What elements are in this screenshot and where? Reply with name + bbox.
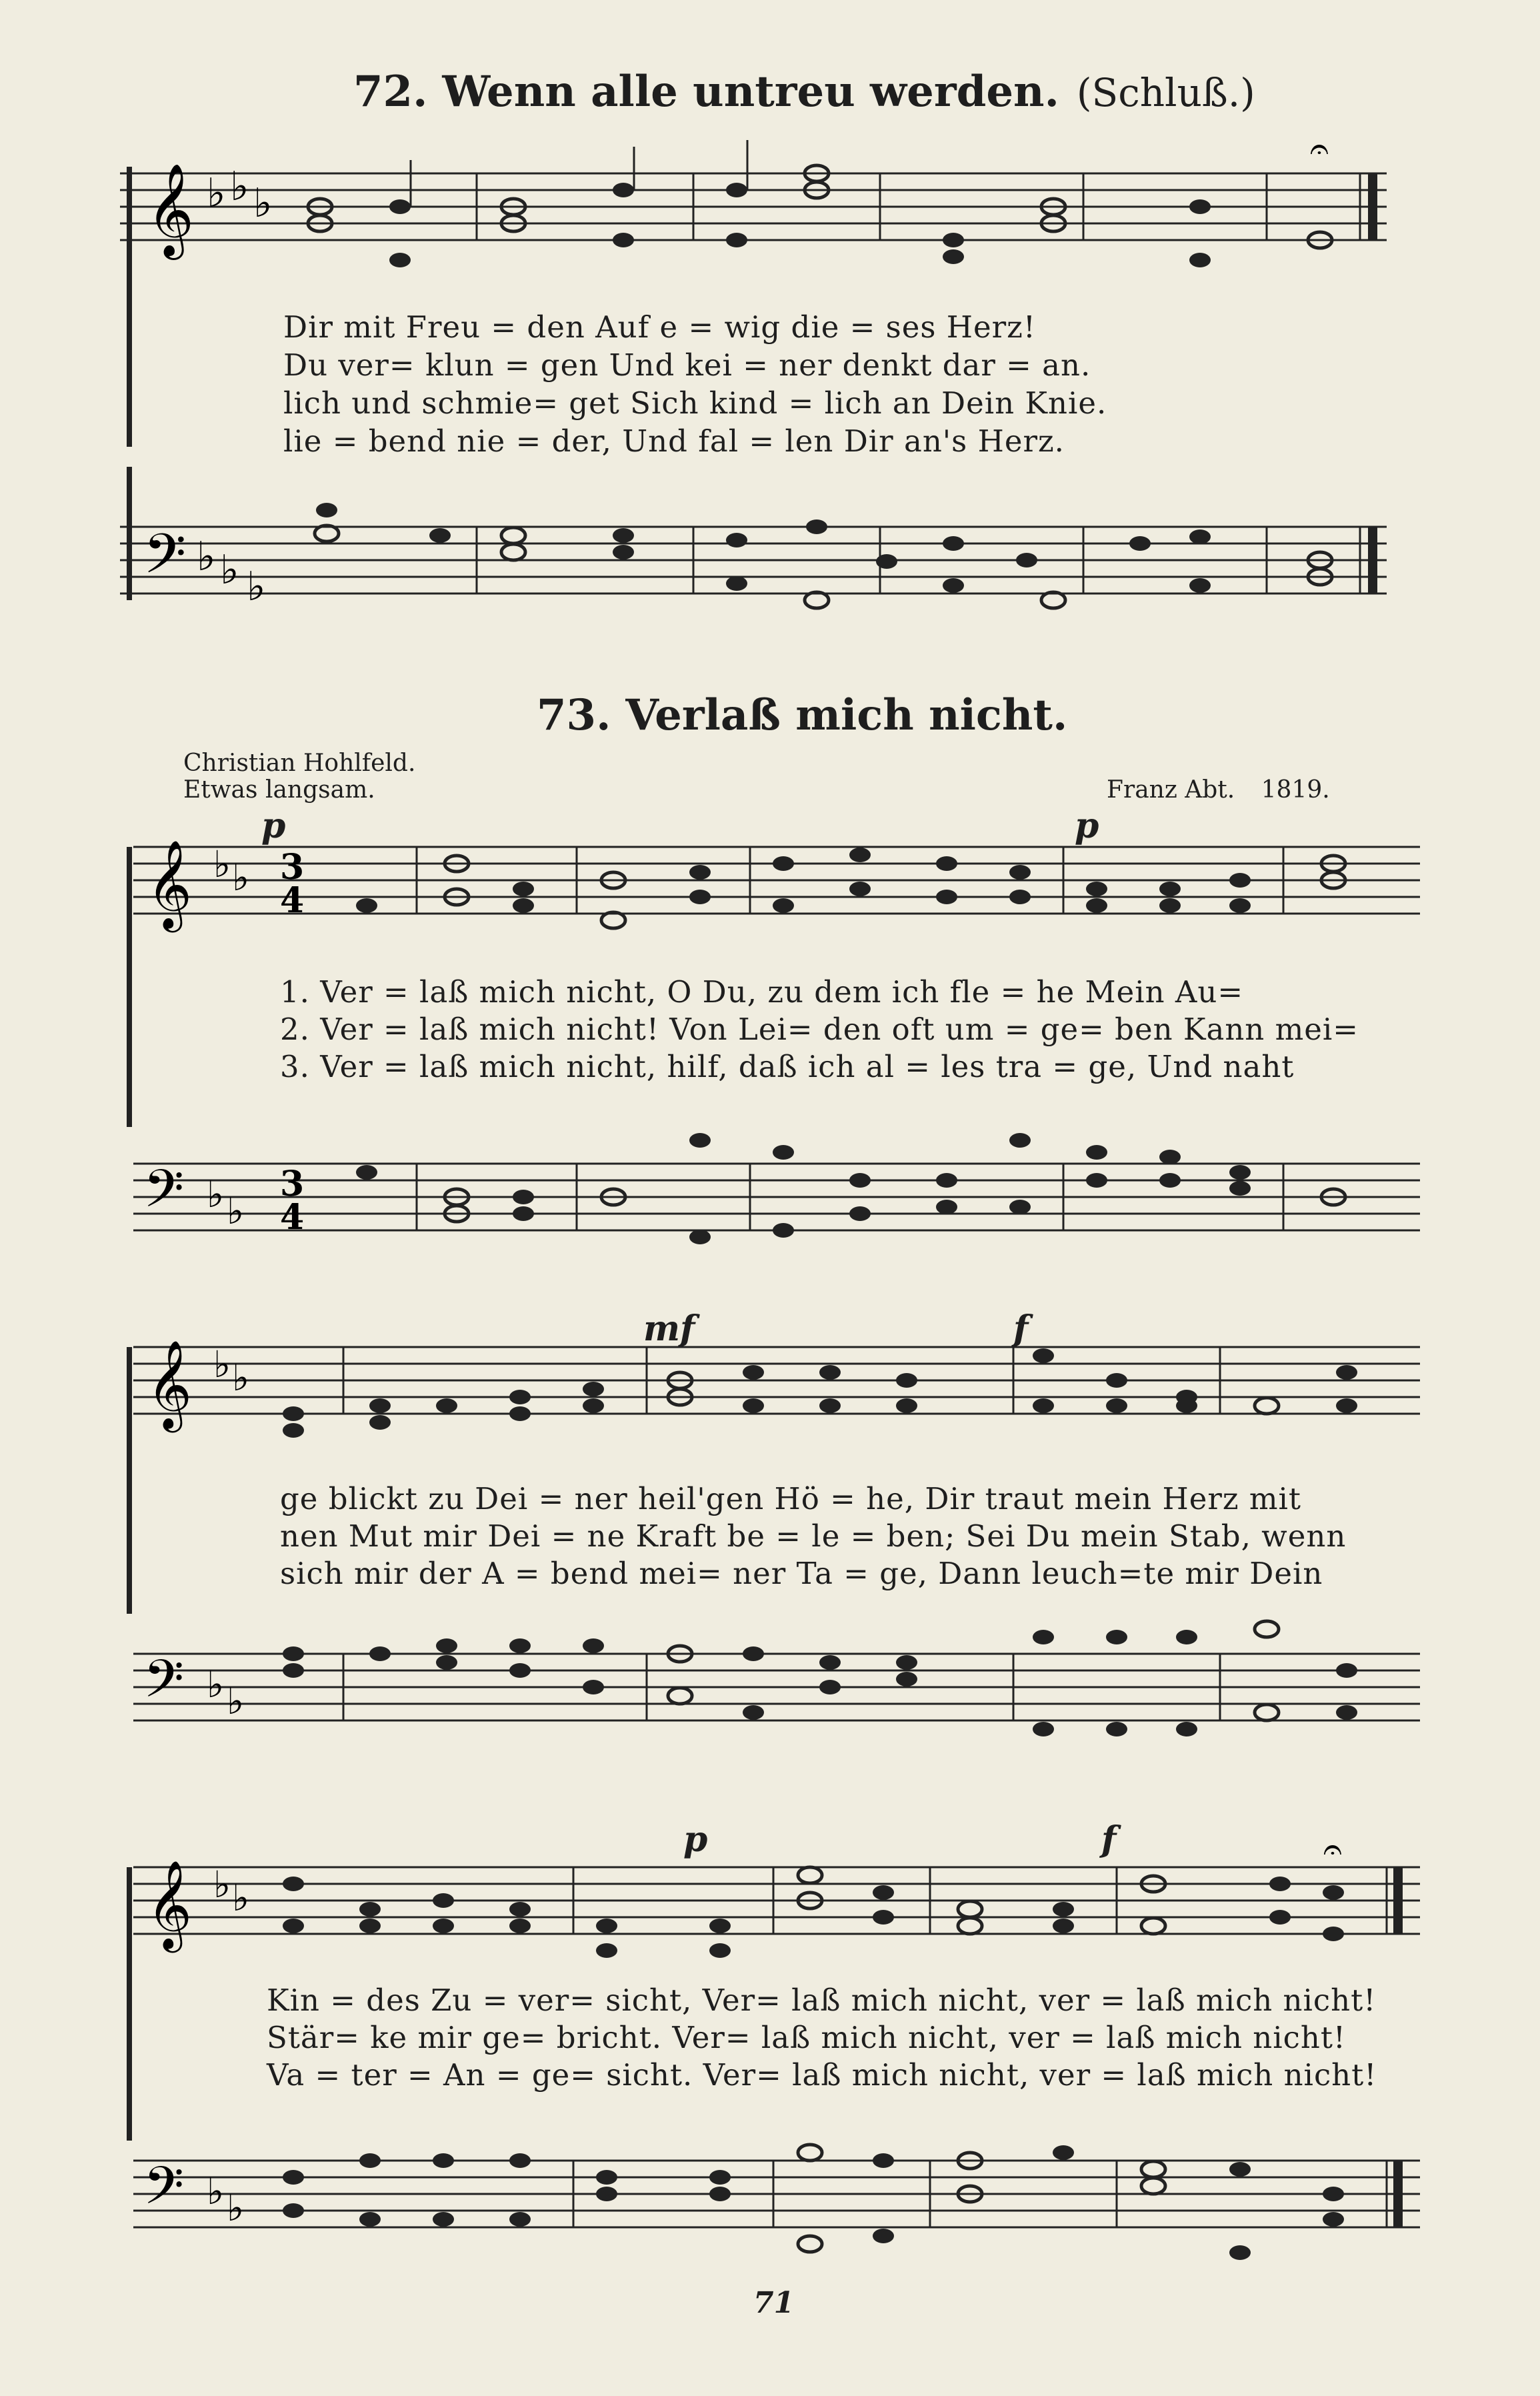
treble-clef-icon: 𝄞 [147, 163, 194, 256]
hymn-73-system-2-lyrics [280, 1480, 1346, 1592]
dynamic-f-2: f [1101, 1819, 1117, 1860]
hymn-73-system-3-bass [133, 2101, 1427, 2274]
time-signature-top: 3 [280, 847, 305, 888]
bass-clef-icon: 𝄢 [143, 2156, 185, 2229]
hymn-73-system-1-treble [133, 820, 1427, 954]
svg-text:♭: ♭ [197, 533, 216, 580]
bass-clef-icon: 𝄢 [143, 1649, 185, 1722]
system-1-lyric-line-3: 3. Ver = laß mich nicht, hilf, daß ich al = les tra = ge, Und naht [280, 1049, 1295, 1084]
hymn-73-system-1-lyrics [280, 974, 1359, 1086]
system-2-lyric-line-2: nen Mut mir Dei = ne Kraft be = le = ben; Sei Du mein Stab, wenn [280, 1518, 1347, 1554]
svg-text:♭: ♭ [253, 180, 273, 227]
system-2-lyric-line-3: sich mir der A = bend mei= ner Ta = ge, Dann leuch=te mir Dein [280, 1556, 1323, 1591]
hymn-73-year: 1819. [1261, 776, 1330, 804]
svg-text:♭: ♭ [227, 1190, 244, 1232]
system-3-lyric-line-3: Va = ter = An = ge= sicht. Ver= laß mich nicht, ver = laß mich nicht! [267, 2057, 1377, 2093]
svg-text:♭: ♭ [213, 843, 231, 886]
svg-text:♭: ♭ [232, 1356, 249, 1399]
svg-text:♭: ♭ [227, 1680, 244, 1722]
svg-text:♭: ♭ [213, 1343, 231, 1386]
hymn-72-lyric-line-4: lie = bend nie = der, Und fal = len Dir an's Herz. [283, 423, 1065, 459]
hymn-72-lyric-line-3: lich und schmie= get Sich kind = lich an Dein Knie. [283, 385, 1107, 421]
hymn-73-number: 73. [537, 690, 611, 740]
hymn-73-title [537, 690, 1067, 740]
svg-text:♭: ♭ [227, 2187, 244, 2229]
svg-text:♭: ♭ [207, 1173, 224, 1216]
system-1-lyric-line-2: 2. Ver = laß mich nicht! Von Lei= den oft um = ge= ben Kann mei= [280, 1012, 1359, 1047]
dynamic-p-3: p [683, 1819, 708, 1860]
svg-text:𝄐: 𝄐 [1323, 1830, 1342, 1869]
system-3-lyric-line-1: Kin = des Zu = ver= sicht, Ver= laß mich nicht, ver = laß mich nicht! [267, 1983, 1377, 2018]
bass-clef-icon: 𝄢 [143, 1159, 185, 1232]
system-2-lyric-line-1: ge blickt zu Dei = ner heil'gen Hö = he, Dir traut mein Herz mit [280, 1481, 1301, 1516]
svg-text:𝄐: 𝄐 [1310, 129, 1329, 168]
hymn-73-system-1-bass [133, 1100, 1427, 1260]
system-3-lyric-line-2: Stär= ke mir ge= bricht. Ver= laß mich nicht, ver = laß mich nicht! [267, 2020, 1347, 2055]
hymn-72-subtitle: (Schluß.) [1076, 70, 1255, 115]
hymn-73-system-2-treble [133, 1327, 1427, 1460]
hymn-72-title [353, 67, 1255, 117]
bass-time-bottom: 4 [280, 1197, 305, 1238]
bass-time-top: 3 [280, 1164, 305, 1204]
hymn-73-system-3-lyrics [267, 1982, 1377, 2094]
hymn-73-composer: Franz Abt. [1107, 776, 1235, 804]
treble-clef-icon: 𝄞 [147, 1860, 192, 1949]
hymn-73-credits-right [1107, 777, 1330, 804]
svg-text:♭: ♭ [207, 170, 226, 217]
svg-text:♭: ♭ [207, 1663, 224, 1706]
time-signature-bottom: 4 [280, 880, 305, 921]
svg-text:♭: ♭ [232, 856, 249, 899]
hymn-72-number: 72. [353, 67, 428, 117]
hymn-72-name: Wenn alle untreu werden. [442, 67, 1059, 117]
hymn-73-tempo: Etwas langsam. [183, 776, 375, 804]
dynamic-mf: mf [643, 1308, 695, 1349]
hymn-72-bass-staff [120, 467, 1427, 640]
treble-clef-icon: 𝄞 [147, 840, 192, 929]
svg-text:♭: ♭ [247, 563, 266, 610]
dynamic-p-2: p [1075, 806, 1099, 846]
hymn-72-treble-staff [120, 129, 1427, 300]
svg-text:♭: ♭ [230, 163, 249, 210]
page-number: 71 [753, 2286, 795, 2320]
hymn-72-lyrics [283, 308, 1107, 460]
dynamic-p-1: p [261, 806, 286, 846]
system-1-lyric-line-1: 1. Ver = laß mich nicht, O Du, zu dem ich fle = he Mein Au= [280, 974, 1244, 1010]
hymn-73-credits-left [183, 750, 415, 804]
svg-text:♭: ♭ [220, 547, 239, 593]
hymn-73-system-2-bass [133, 1600, 1427, 1754]
svg-text:♭: ♭ [207, 2170, 224, 2213]
svg-text:♭: ♭ [213, 1863, 231, 1906]
bass-clef-icon: 𝄢 [143, 521, 187, 600]
treble-clef-icon: 𝄞 [147, 1340, 192, 1429]
hymn-73-system-3-treble [133, 1830, 1427, 1974]
hymn-73-name: Verlaß mich nicht. [625, 690, 1068, 740]
hymn-73-author: Christian Hohlfeld. [183, 750, 416, 777]
dynamic-f-1: f [1013, 1308, 1029, 1349]
hymn-72-lyric-line-1: Dir mit Freu = den Auf e = wig die = ses Herz! [283, 309, 1036, 345]
svg-text:♭: ♭ [232, 1877, 249, 1919]
hymn-72-lyric-line-2: Du ver= klun = gen Und kei = ner denkt dar = an. [283, 347, 1091, 383]
